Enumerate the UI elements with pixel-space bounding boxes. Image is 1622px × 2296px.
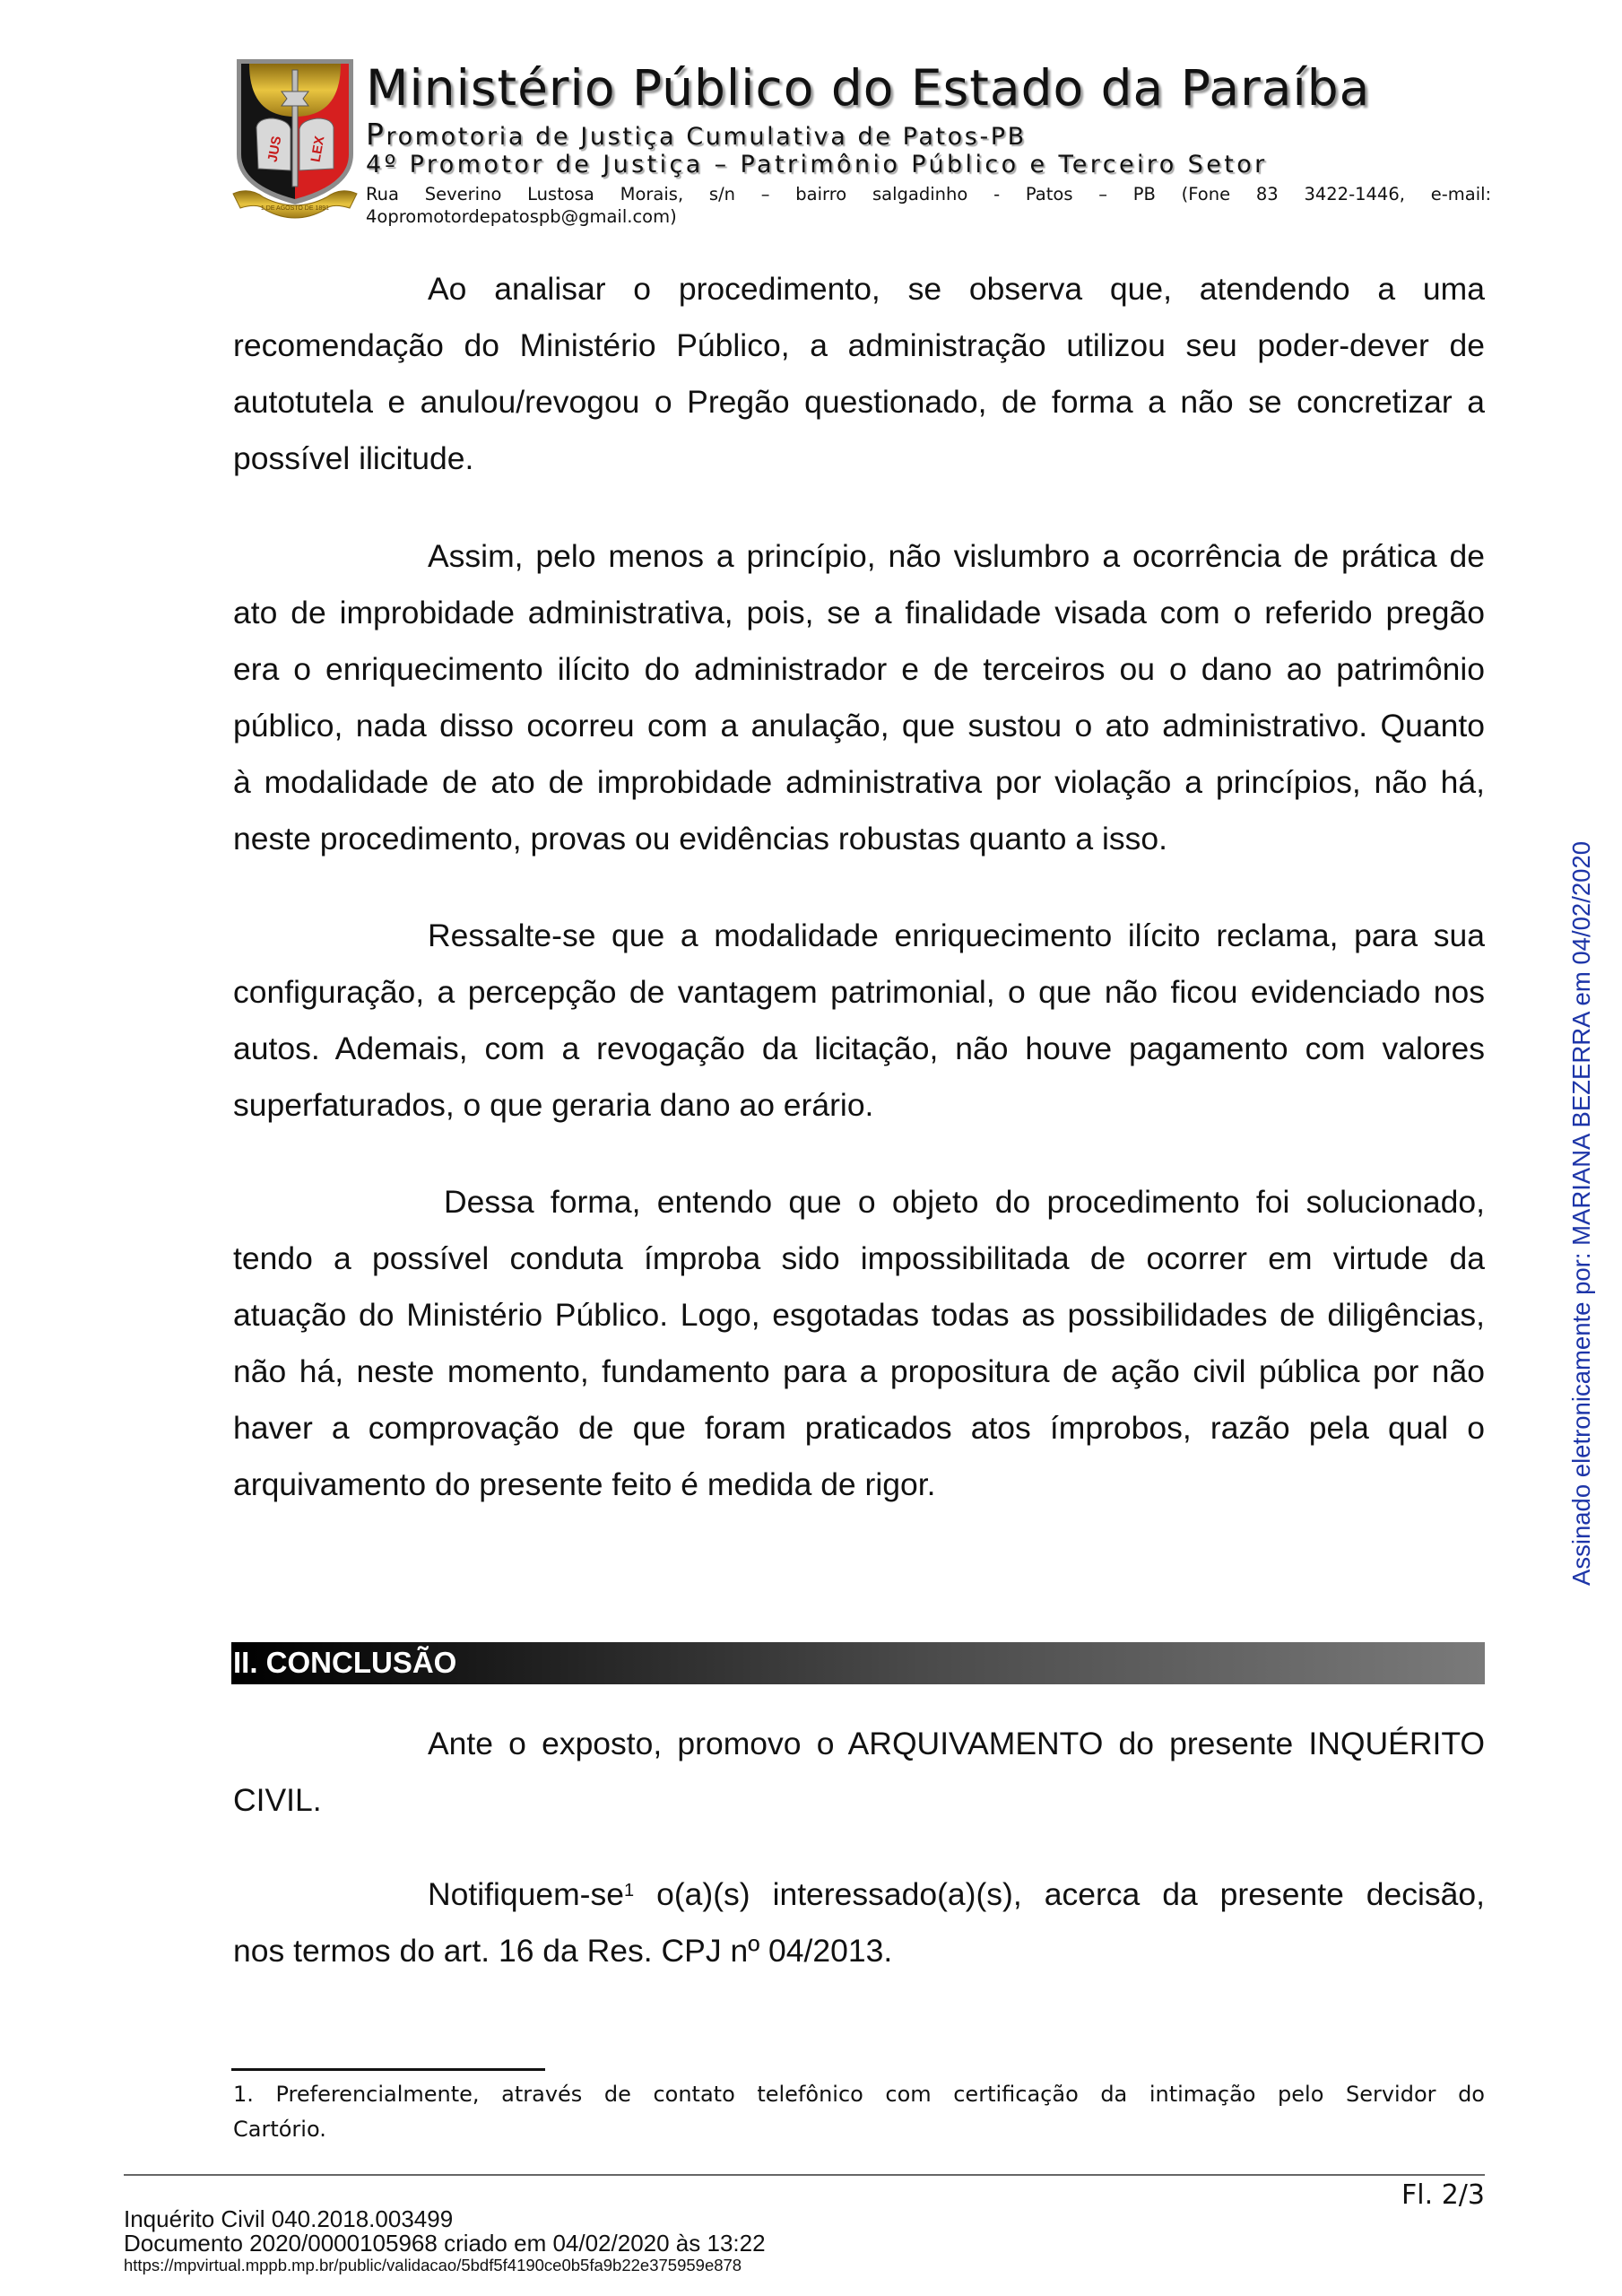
address-word: Severino	[424, 184, 502, 204]
paragraph-line: haver a comprovação de que foram praticados atos ímprobos, razão pela qual o	[233, 1410, 1485, 1446]
svg-text:LEX: LEX	[308, 135, 328, 164]
subtitle-rest: romotoria de Justiça Cumulativa de Patos-PB	[386, 123, 1027, 151]
section-heading-bar	[231, 1642, 1485, 1684]
paragraph-3	[233, 908, 1485, 1134]
address-word: 3422-1446,	[1304, 184, 1405, 204]
address-word: s/n	[708, 184, 736, 204]
svg-text:JUS: JUS	[265, 135, 285, 164]
validation-url[interactable]: https://mpvirtual.mppb.mp.br/public/validacao/5bdf5f4190ce0b5fa9b22e375959e878	[124, 2256, 742, 2274]
notification-line-1	[233, 1866, 1485, 1923]
address-word: Patos	[1025, 184, 1073, 204]
notification-verb: Notifiquem-se	[428, 1876, 624, 1912]
paragraph-line: atuação do Ministério Público. Logo, esgotadas todas as possibilidades de diligências,	[233, 1297, 1485, 1333]
paragraph-line: não há, neste momento, fundamento para a propositura de ação civil pública por não	[233, 1353, 1485, 1389]
address-word: salgadinho	[872, 184, 968, 204]
paragraph-line: ato de improbidade administrativa, pois, se a finalidade visada com o referido pregão	[233, 595, 1485, 631]
address-block	[366, 183, 1491, 228]
paragraph-line: autos. Ademais, com a revogação da licitação, não houve pagamento com valores	[233, 1031, 1485, 1066]
paragraph-line: autotutela e anulou/revogou o Pregão questionado, de forma a não se concretizar a	[233, 384, 1485, 420]
svg-text:1 DE AGOSTO DE 1891: 1 DE AGOSTO DE 1891	[260, 205, 330, 212]
paragraph-line: possível ilicitude.	[233, 440, 474, 476]
address-word: e-mail:	[1430, 184, 1492, 204]
address-word: –	[1098, 184, 1107, 204]
address-line-1	[366, 183, 1491, 205]
paragraph-line: Ao analisar o procedimento, se observa que, atendendo a uma	[428, 271, 1485, 307]
page-number: Fl. 2/3	[1401, 2179, 1485, 2211]
address-word: PB	[1132, 184, 1156, 204]
footnote-reference[interactable]: 1	[624, 1881, 635, 1900]
paragraph-2	[233, 528, 1485, 867]
conclusion-paragraph	[233, 1716, 1485, 1829]
footnote-line-1: 1. Preferencialmente, através de contato telefônico com certificação da intimação pelo Servidor do	[233, 2082, 1485, 2107]
paragraph-line: neste procedimento, provas ou evidências robustas quanto a isso.	[233, 821, 1167, 857]
address-word: Rua	[366, 184, 399, 204]
address-word: 83	[1255, 184, 1279, 204]
address-word: bairro	[795, 184, 847, 204]
paragraph-line: arquivamento do presente feito é medida de rigor.	[233, 1466, 936, 1502]
document-info: Documento 2020/0000105968 criado em 04/02/2020 às 13:22	[124, 2230, 766, 2257]
conclusion-line-1: Ante o exposto, promovo o ARQUIVAMENTO do presente INQUÉRITO	[428, 1726, 1485, 1761]
promotor-line: 4º Promotor de Justiça – Patrimônio Público e Terceiro Setor	[366, 151, 1268, 178]
paragraph-1	[233, 261, 1485, 487]
footnote-line-2: Cartório.	[233, 2117, 326, 2142]
address-word: –	[760, 184, 770, 204]
case-number: Inquérito Civil 040.2018.003499	[124, 2205, 454, 2232]
notification-paragraph	[233, 1866, 1485, 1979]
address-email: 4opromotordepatospb@gmail.com)	[366, 206, 677, 227]
footer-divider	[124, 2174, 1485, 2176]
conclusion-line-2: CIVIL.	[233, 1782, 322, 1818]
paragraph-line: tendo a possível conduta ímproba sido impossibilitada de ocorrer em virtude da	[233, 1240, 1485, 1276]
notification-rest: o(a)(s) interessado(a)(s), acerca da presente decisão,	[634, 1876, 1485, 1912]
footnote-separator	[231, 2068, 545, 2071]
paragraph-line: recomendação do Ministério Público, a administração utilizou seu poder-dever de	[233, 327, 1485, 363]
paragraph-line: superfaturados, o que geraria dano ao erário.	[233, 1087, 874, 1123]
subtitle-initial: P	[366, 117, 386, 152]
paragraph-line: à modalidade de ato de improbidade administrativa por violação a princípios, não há,	[233, 764, 1485, 800]
paragraph-line: Assim, pelo menos a princípio, não vislumbro a ocorrência de prática de	[428, 538, 1485, 574]
address-word: Morais,	[620, 184, 684, 204]
address-word: -	[993, 184, 1001, 204]
address-word: (Fone	[1181, 184, 1231, 204]
promotoria-subtitle	[366, 117, 1027, 152]
notification-line-2: nos termos do art. 16 da Res. CPJ nº 04/2013.	[233, 1933, 893, 1969]
paragraph-line: Ressalte-se que a modalidade enriquecimento ilícito reclama, para sua	[428, 918, 1485, 953]
coat-of-arms-emblem-icon	[231, 54, 359, 222]
address-word: Lustosa	[527, 184, 594, 204]
paragraph-line: era o enriquecimento ilícito do administrador e de terceiros ou o dano ao patrimônio	[233, 651, 1485, 687]
section-heading-conclusao: II. CONCLUSÃO	[233, 1646, 457, 1679]
electronic-signature: Assinado eletronicamente por: MARIANA BEZERRA em 04/02/2020	[1567, 840, 1595, 1586]
paragraph-line: público, nada disso ocorreu com a anulação, que sustou o ato administrativo. Quanto	[233, 708, 1485, 744]
footnote	[233, 2077, 1485, 2147]
paragraph-line: Dessa forma, entendo que o objeto do procedimento foi solucionado,	[444, 1184, 1485, 1220]
paragraph-4	[233, 1174, 1485, 1513]
institution-title: Ministério Público do Estado da Paraíba	[366, 59, 1371, 117]
paragraph-line: configuração, a percepção de vantagem patrimonial, o que não ficou evidenciado nos	[233, 974, 1485, 1010]
coat-of-arms-logo	[231, 54, 359, 222]
